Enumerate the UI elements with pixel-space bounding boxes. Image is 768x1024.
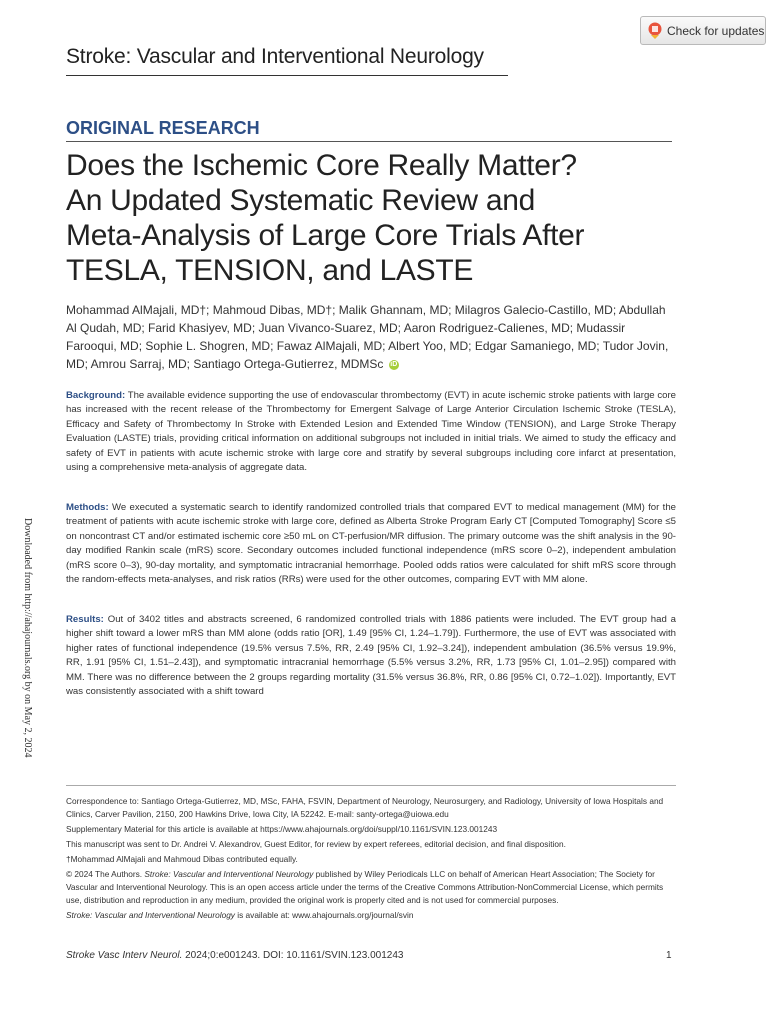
download-watermark: Downloaded from http://ahajournals.org by on May 2, 2024 bbox=[22, 518, 33, 758]
abstract-results-label: Results: bbox=[66, 614, 104, 625]
title-line: Does the Ischemic Core Really Matter? bbox=[66, 149, 577, 182]
crossmark-icon bbox=[648, 22, 662, 40]
copyright-journal: Stroke: Vascular and Interventional Neurology bbox=[144, 868, 314, 879]
abstract-background-label: Background: bbox=[66, 390, 126, 401]
footnote-availability bbox=[66, 909, 678, 922]
abstract-methods bbox=[66, 501, 676, 587]
article-title bbox=[66, 148, 676, 288]
title-line: TESLA, TENSION, and LASTE bbox=[66, 254, 474, 287]
copyright-text: published by Wiley Periodicals LLC on behalf of American Heart Association; The Society for Vascular and Interventional Neurology. This is an open access article under the terms of the Creative Commons Attribution-NonCommercial License, which permits use, distribution and reproduction in any medium, provided the original work is properly cited and is not used for commercial purposes. bbox=[66, 868, 664, 905]
title-line: Meta-Analysis of Large Core Trials After bbox=[66, 219, 585, 252]
author-list bbox=[66, 301, 676, 373]
copyright-prefix: © 2024 The Authors. bbox=[66, 868, 145, 879]
footer-citation-text: 2024;0:e001243. DOI: 10.1161/SVIN.123.001243 bbox=[182, 950, 404, 961]
availability-journal: Stroke: Vascular and Interventional Neurology bbox=[66, 909, 235, 920]
authors-text: Mohammad AlMajali, MD†; Mahmoud Dibas, MD†; Malik Ghannam, MD; Milagros Galecio-Castillo, MD; Abdullah Al Qudah, MD; Farid Khasiyev, MD; Juan Vivanco-Suarez, MD; Aaron Rodriguez-Calienes, MD; Mudassir Farooqui, MD; Sophie L. Shogren, MD; Fawaz AlMajali, MD; Albert Yoo, MD; Edgar Samaniego, MD; Tudor Jovin, MD; Amrou Sarraj, MD; Santiago Ortega-Gutierrez, MDMSc bbox=[66, 303, 669, 371]
abstract-background-text: The available evidence supporting the use of endovascular thrombectomy (EVT) in acute ischemic stroke patients with large core has increased with the recent release of the Thrombectomy for Emergent Salvage of Large Anterior Circulation Ischemic Stroke (TESLA), Efficacy and Safety of Thrombectomy In Stroke with Extended Lesion and Extended Time Window (TENSION), and Large Stroke Therapy Evaluation (LASTE) trials, providing critical information on additional subgroups not included in initial trials. We aimed to study the efficacy and safety of EVT in patients with acute ischemic stroke with large core and stratify by several subgroups including core infarct at presentation, using a comprehensive meta-analysis of aggregate data. bbox=[66, 390, 676, 474]
footer-journal-abbrev: Stroke Vasc Interv Neurol. bbox=[66, 950, 183, 961]
footnote-divider bbox=[66, 785, 676, 786]
footer-citation bbox=[66, 950, 403, 961]
abstract-methods-label: Methods: bbox=[66, 502, 109, 513]
footnote-supplementary: Supplementary Material for this article is available at https://www.ahajournals.org/doi/suppl/10.1161/SVIN.123.001243 bbox=[66, 823, 498, 834]
check-for-updates-label: Check for updates bbox=[667, 23, 765, 38]
page-number: 1 bbox=[666, 950, 672, 961]
section-label: ORIGINAL RESEARCH bbox=[66, 118, 672, 142]
journal-name: Stroke: Vascular and Interventional Neurology bbox=[66, 45, 508, 76]
availability-text: is available at: www.ahajournals.org/journal/svin bbox=[234, 909, 414, 920]
abstract-results bbox=[66, 613, 676, 699]
title-line: An Updated Systematic Review and bbox=[66, 184, 535, 217]
footnote-correspondence: Correspondence to: Santiago Ortega-Gutierrez, MD, MSc, FAHA, FSVIN, Department of Neurology, Neurosurgery, and Radiology, University of Iowa Hospitals and Clinics, Carver Pavilion, 2150, 200 Hawkins Drive, Iowa City, IA 52242. E-mail: santy-ortega@uiowa.edu bbox=[66, 796, 664, 820]
abstract-background bbox=[66, 389, 676, 475]
orcid-icon[interactable]: iD bbox=[390, 360, 398, 368]
check-for-updates-button[interactable] bbox=[640, 16, 766, 45]
footnote-editor: This manuscript was sent to Dr. Andrei V. Alexandrov, Guest Editor, for review by expert referees, editorial decision, and final disposition. bbox=[66, 838, 566, 849]
footnote-copyright bbox=[66, 868, 678, 907]
footnotes bbox=[66, 795, 678, 924]
footnote-contribution: †Mohammad AlMajali and Mahmoud Dibas contributed equally. bbox=[66, 853, 298, 864]
abstract-results-text: Out of 3402 titles and abstracts screened, 6 randomized controlled trials with 1886 patients were included. The EVT group had a higher shift toward a lower mRS than MM alone (odds ratio [OR], 1.49 [95% CI, 1.24–1.79]). Furthermore, the use of EVT was associated with higher rates of functional independence (19.5% versus 7.5%, RR, 2.49 [95% CI, 1.92–3.24]), independent ambulation (36.5% versus 19.9%, RR, 1.91 [95% CI, 1.51–2.43]), and symptomatic intracranial hemorrhage (5.5% versus 3.2%, RR, 1.73 [95% CI, 1.01–2.95]) compared with MM. There was no difference between the 2 groups regarding mortality (31.5% versus 36.8%, RR, 0.86 [95% CI, 0.72–1.02]). Importantly, EVT was consistently associated with a shift toward bbox=[66, 614, 676, 698]
abstract-methods-text: We executed a systematic search to identify randomized controlled trials that compared EVT to medical management (MM) for the treatment of patients with acute ischemic stroke with large core, defined as Alberta Stroke Program Early CT [Computed Tomography] Score ≤5 on noncontrast CT and/or estimated ischemic core ≥50 mL on CT-perfusion/MR diffusion. The primary outcome was the shift analysis in the 90-day modified Rankin scale (mRS) score. Secondary outcomes included functional independence (mRS score 0–2), independent ambulation (mRS score 0–3), 90-day mortality, and symptomatic intracranial hemorrhage. Pooled odds ratios were calculated for shift mRS score through the random-effects meta-analyses, and risk ratios (RRs) were used for the other outcomes, comparing EVT with MM alone. bbox=[66, 502, 676, 586]
